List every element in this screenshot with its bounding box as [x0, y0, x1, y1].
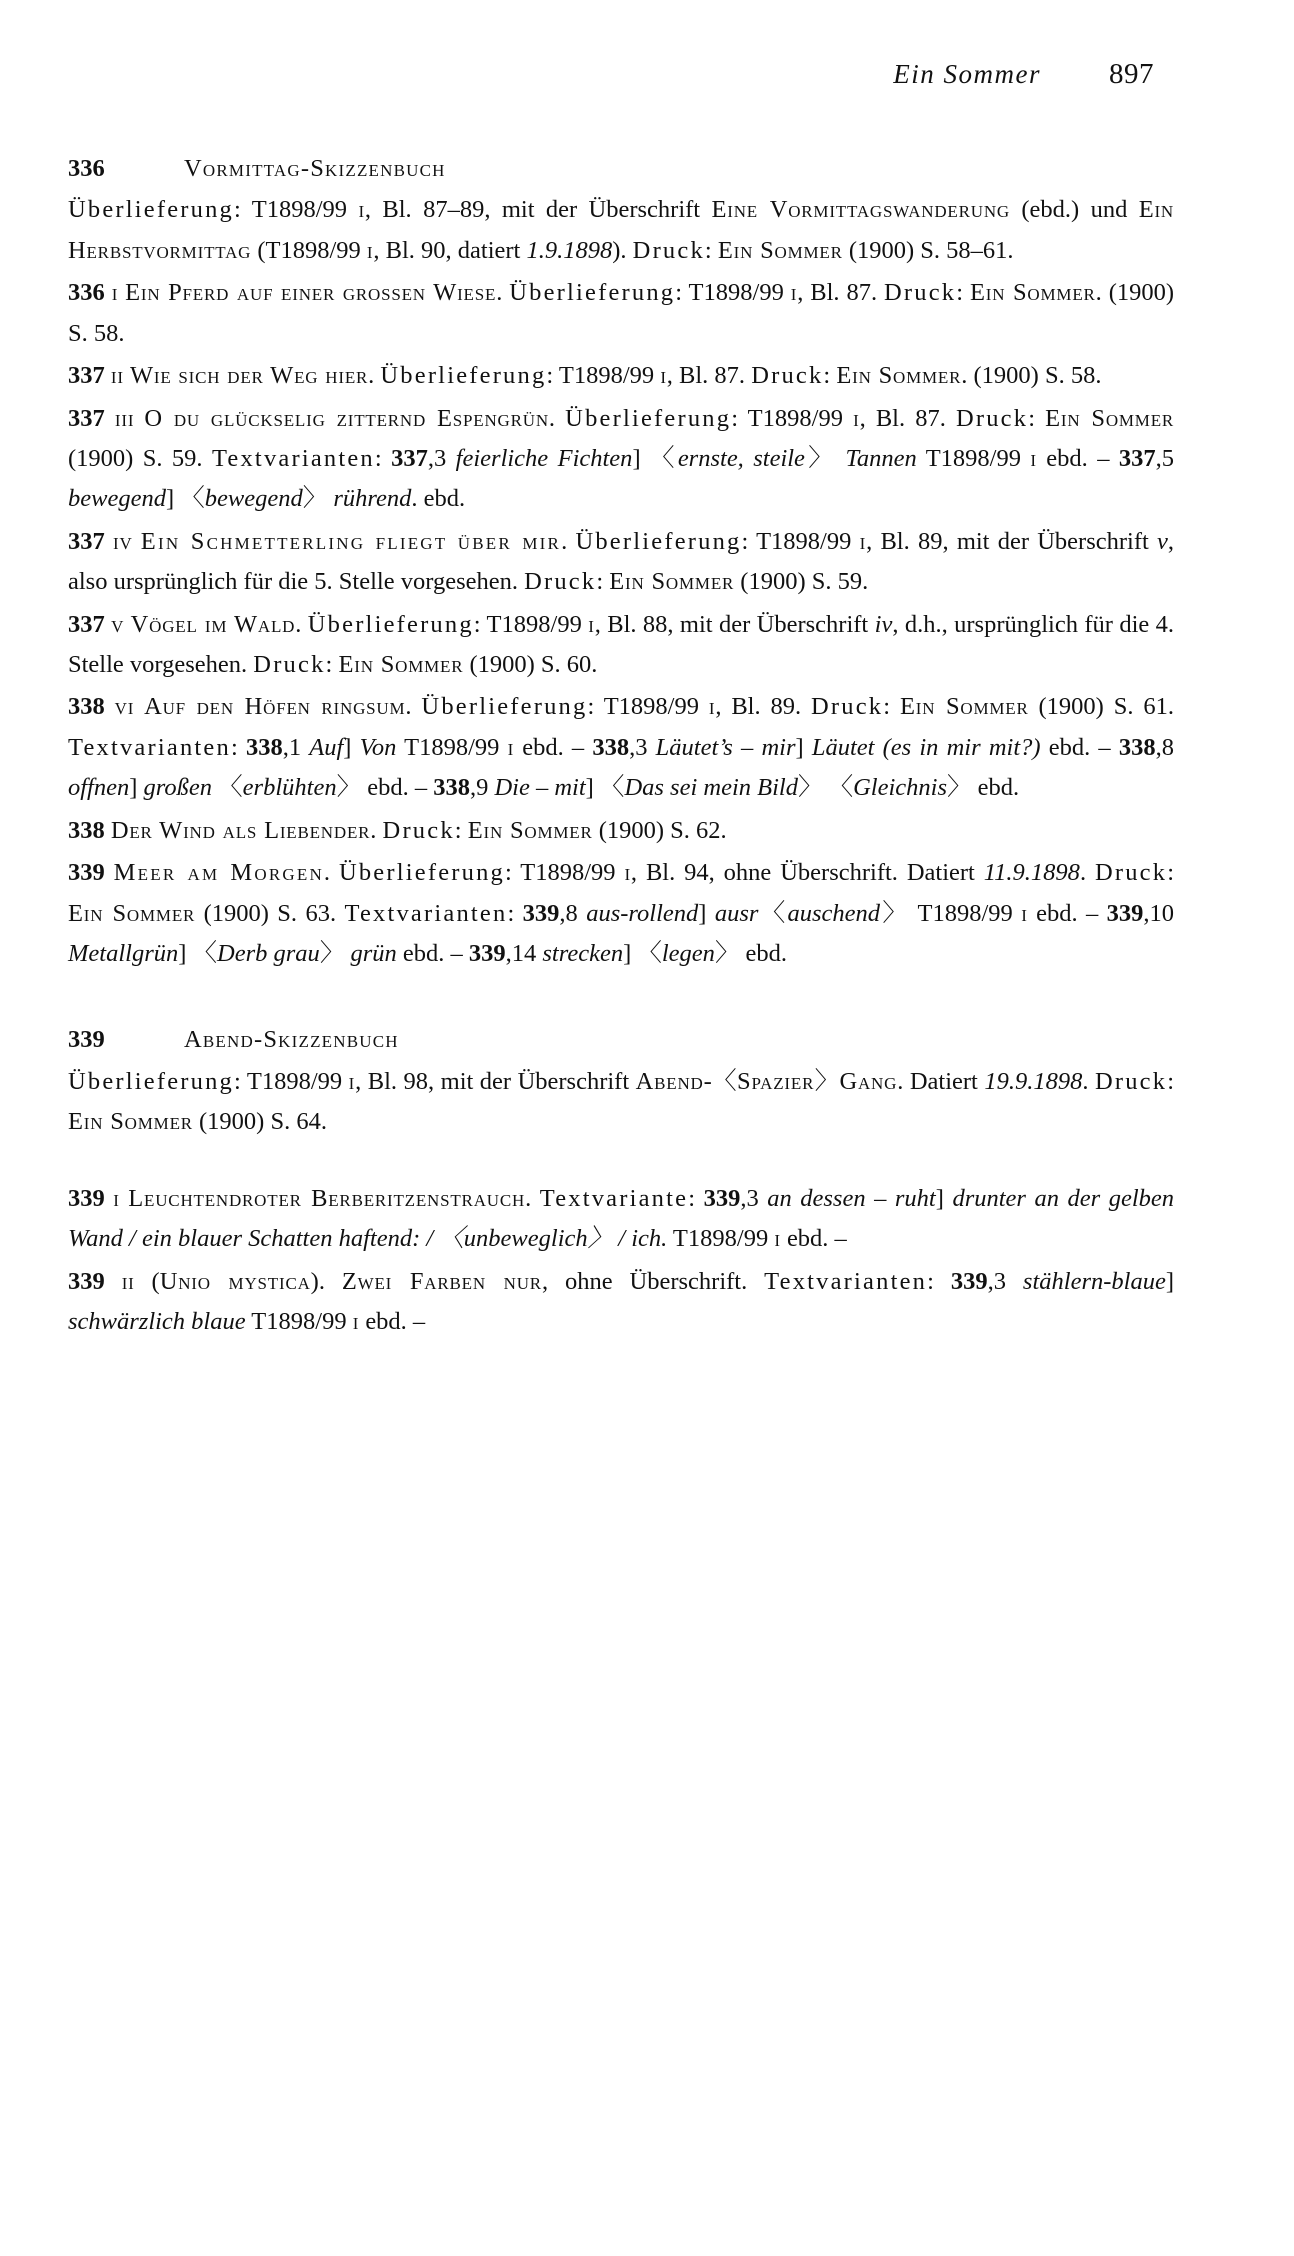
section-spacer	[68, 976, 1174, 1020]
section-heading-title: Vormittag-Skizzenbuch	[184, 155, 446, 182]
page-number: 897	[1109, 58, 1154, 90]
entry-paragraph: 337 ii Wie sich der Weg hier. Überlieferung: T1898/99 i, Bl. 87. Druck: Ein Sommer. (1900) S. 58.	[68, 362, 1102, 390]
body-text-block	[0, 91, 1294, 1342]
entry-paragraph: 337 iii O du glückselig zitternd Espengrün. Überlieferung: T1898/99 i, Bl. 87. Druck: Ein Sommer (1900) S. 59. Textvarianten: 337,3 feierliche Fichten] 〈ernste, steile〉 Tannen T1898/99 i ebd. – 337,5 bewegend] 〈bewegend〉 rührend. ebd.	[68, 404, 1175, 513]
entry-paragraph: 338 Der Wind als Liebender. Druck: Ein Sommer (1900) S. 62.	[68, 816, 727, 844]
section-heading	[68, 1020, 1174, 1060]
entry-paragraph: 339 i Leuchtendroter Berberitzenstrauch. Textvariante: 339,3 an dessen – ruht] drunter an der gelben Wand / ein blauer Schatten haftend: / 〈unbeweglich〉 / ich. T1898/99 i ebd. –	[68, 1184, 1174, 1253]
entry-paragraph: 337 v Vögel im Wald. Überlieferung: T1898/99 i, Bl. 88, mit der Überschrift iv, d.h., ursprünglich für die 4. Stelle vorgesehen. Druck: Ein Sommer (1900) S. 60.	[68, 610, 1175, 679]
entry-paragraph: 338 vi Auf den Höfen ringsum. Überlieferung: T1898/99 i, Bl. 89. Druck: Ein Sommer (1900) S. 61. Textvarianten: 338,1 Auf] Von T1898/99 i ebd. – 338,3 Läutet’s – mir] Läutet (es in mir mit?) ebd. – 338,8 offnen] großen 〈erblühten〉 ebd. – 338,9 Die – mit] 〈Das sei mein Bild〉 〈Gleichnis〉 ebd.	[68, 693, 1174, 802]
entry-paragraph: 337 iv Ein Schmetterling fliegt über mir. Überlieferung: T1898/99 i, Bl. 89, mit der Überschrift v, also ursprünglich für die 5. Stelle vorgesehen. Druck: Ein Sommer (1900) S. 59.	[68, 527, 1175, 596]
entry-paragraph: Überlieferung: T1898/99 i, Bl. 98, mit der Überschrift Abend-〈Spazier〉Gang. Datiert 19.9.1898. Druck: Ein Sommer (1900) S. 64.	[68, 1067, 1175, 1136]
section-heading-title: Abend-Skizzenbuch	[184, 1026, 399, 1054]
section-heading	[68, 149, 1174, 189]
section-spacer	[68, 1145, 1174, 1179]
entry-paragraph: 339 Meer am Morgen. Überlieferung: T1898/99 i, Bl. 94, ohne Überschrift. Datiert 11.9.1898. Druck: Ein Sommer (1900) S. 63. Textvarianten: 339,8 aus-rollend] ausr〈auschend〉 T1898/99 i ebd. – 339,10 Metallgrün] 〈Derb grau〉 grün ebd. – 339,14 strecken] 〈legen〉 ebd.	[68, 859, 1175, 968]
section-heading-number: 336	[68, 155, 105, 182]
section-heading-number: 339	[68, 1026, 105, 1054]
running-title: Ein Sommer	[893, 59, 1041, 89]
entry-paragraph: 336 i Ein Pferd auf einer grossen Wiese. Überlieferung: T1898/99 i, Bl. 87. Druck: Ein Sommer. (1900) S. 58.	[68, 279, 1175, 347]
running-head	[0, 0, 1294, 91]
entry-paragraph: 339 ii (Unio mystica). Zwei Farben nur, ohne Überschrift. Textvarianten: 339,3 stählern-blaue] schwärzlich blaue T1898/99 i ebd. –	[68, 1267, 1174, 1335]
entry-paragraph: Überlieferung: T1898/99 i, Bl. 87–89, mit der Überschrift Eine Vormittagswanderung (ebd.) und Ein Herbstvormittag (T1898/99 i, Bl. 90, datiert 1.9.1898). Druck: Ein Sommer (1900) S. 58–61.	[68, 196, 1175, 264]
